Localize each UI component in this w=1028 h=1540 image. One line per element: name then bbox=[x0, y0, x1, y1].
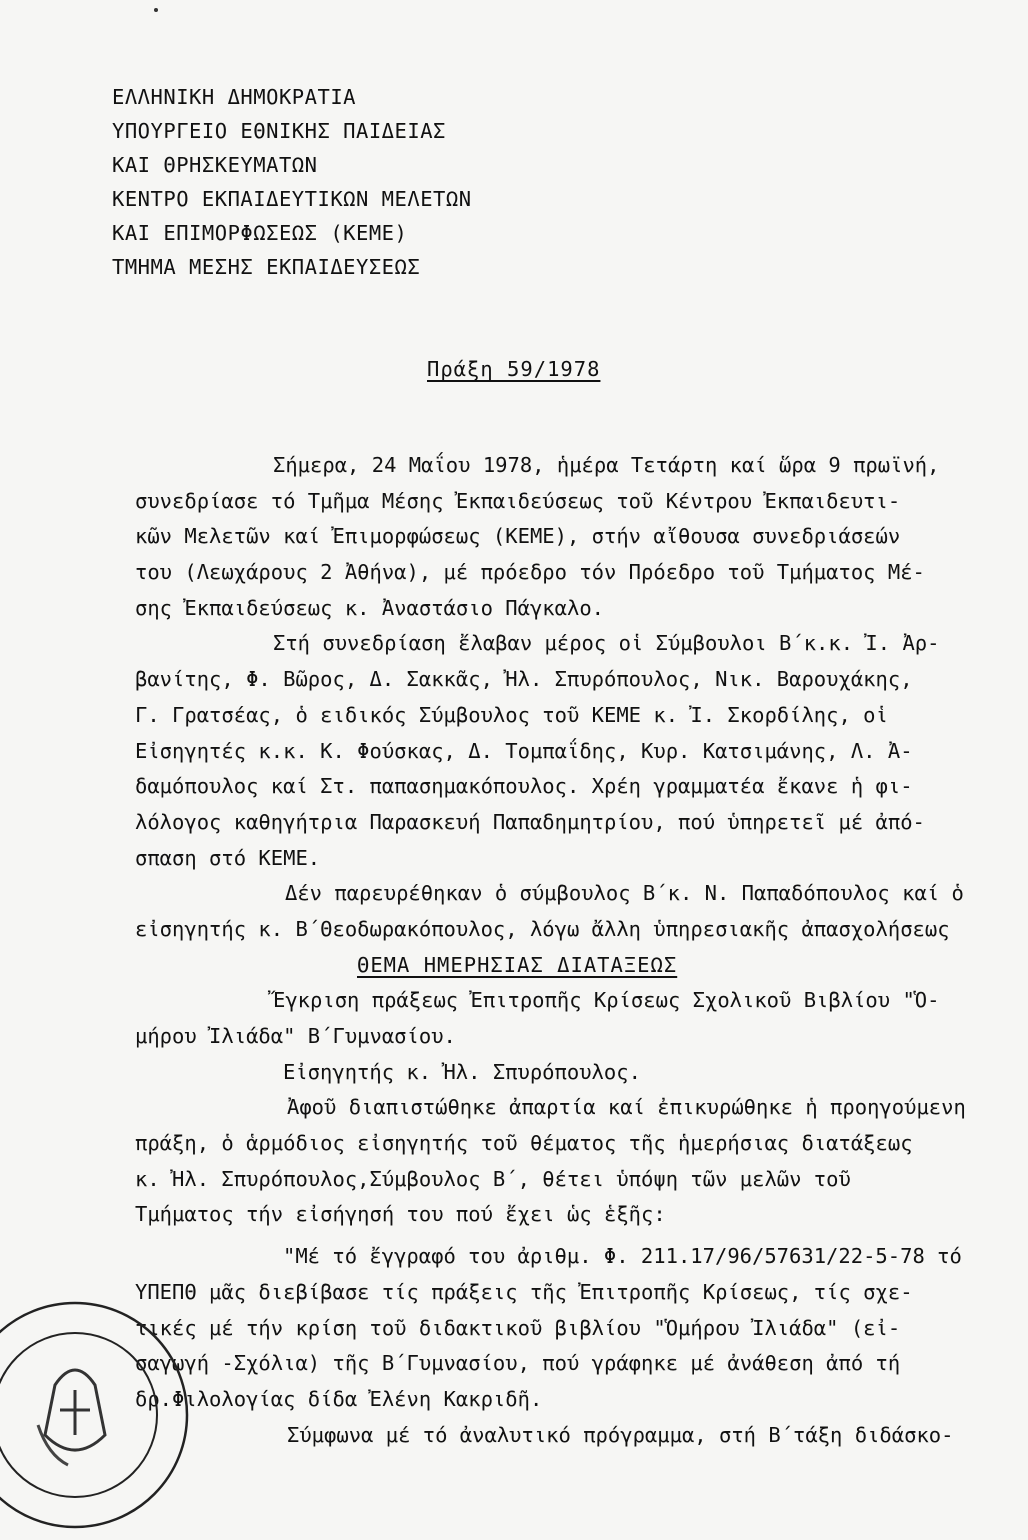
letterhead-line: ΚΑΙ ΕΠΙΜΟΡΦΩΣΕΩΣ (ΚΕΜΕ) bbox=[112, 221, 408, 245]
body-line: μήρου Ἰλιάδα" Β΄Γυμνασίου. bbox=[135, 1024, 456, 1048]
body-line: "Μέ τό ἔγγραφό του ἀριθμ. Φ. 211.17/96/57631/22-5-78 τό bbox=[283, 1244, 962, 1269]
ink-dot bbox=[154, 8, 158, 12]
agenda-heading: ΘΕΜΑ ΗΜΕΡΗΣΙΑΣ ΔΙΑΤΑΞΕΩΣ bbox=[357, 952, 678, 977]
body-line: πράξη, ὁ ἁρμόδιος εἰσηγητής τοῦ θέματος τῆς ἡμερήσιας διατάξεως bbox=[135, 1131, 913, 1156]
body-line: σαγωγή -Σχόλια) τῆς Β΄Γυμνασίου, πού γράφηκε μέ ἀνάθεση ἀπό τή bbox=[135, 1351, 901, 1376]
letterhead-line: ΚΕΝΤΡΟ ΕΚΠΑΙΔΕΥΤΙΚΩΝ ΜΕΛΕΤΩΝ bbox=[112, 187, 472, 211]
body-line: Εἰσηγητές κ.κ. Κ. Φούσκας, Δ. Τομπαΐδης, Κυρ. Κατσιμάνης, Λ. Ἀ- bbox=[135, 738, 913, 763]
body-line: Ἔγκριση πράξεως Ἐπιτροπῆς Κρίσεως Σχολικοῦ Βιβλίου "Ὁ- bbox=[273, 988, 940, 1013]
letterhead-line: ΚΑΙ ΘΡΗΣΚΕΥΜΑΤΩΝ bbox=[112, 153, 318, 177]
body-line: Σύμφωνα μέ τό ἀναλυτικό πρόγραμμα, στή Β΄τάξη διδάσκο- bbox=[287, 1422, 954, 1447]
rapporteur-line: Εἰσηγητής κ. Ἠλ. Σπυρόπουλος. bbox=[283, 1059, 641, 1084]
body-line: κῶν Μελετῶν καί Ἐπιμορφώσεως (ΚΕΜΕ), στήν αἴθουσα συνεδριάσεών bbox=[135, 524, 901, 549]
body-line: τικές μέ τήν κρίση τοῦ διδακτικοῦ βιβλίου "Ὁμήρου Ἰλιάδα" (εἰ- bbox=[135, 1315, 901, 1340]
body-line: σπαση στό ΚΕΜΕ. bbox=[135, 845, 321, 870]
body-line: Σήμερα, 24 Μαΐου 1978, ἡμέρα Τετάρτη καί ὥρα 9 πρωϊνή, bbox=[273, 453, 940, 477]
body-line: Γ. Γρατσέας, ὁ ειδικός Σύμβουλος τοῦ ΚΕΜΕ κ. Ἰ. Σκορδίλης, οἱ bbox=[135, 702, 888, 727]
letterhead bbox=[112, 80, 472, 284]
body-line: δαμόπουλος καί Στ. παπασημακόπουλος. Χρέη γραμματέα ἔκανε ἡ φι- bbox=[135, 774, 913, 799]
document-body bbox=[135, 448, 1015, 1453]
body-line: συνεδρίασε τό Τμῆμα Μέσης Ἐκπαιδεύσεως τοῦ Κέντρου Ἐκπαιδευτι- bbox=[135, 488, 901, 513]
official-seal-icon bbox=[0, 1290, 200, 1540]
body-line: σης Ἐκπαιδεύσεως κ. Ἀναστάσιο Πάγκαλο. bbox=[135, 595, 604, 620]
body-line: του (Λεωχάρους 2 Ἀθήνα), μέ πρόεδρο τόν Πρόεδρο τοῦ Τμήματος Μέ- bbox=[135, 560, 925, 585]
body-line: κ. Ἠλ. Σπυρόπουλος,Σύμβουλος Β΄, θέτει ὑπόψη τῶν μελῶν τοῦ bbox=[135, 1166, 851, 1191]
document-title: Πράξη 59/1978 bbox=[427, 357, 601, 381]
letterhead-line: ΕΛΛΗΝΙΚΗ ΔΗΜΟΚΡΑΤΙΑ bbox=[112, 85, 356, 109]
body-line: βανίτης, Φ. Βῶρος, Δ. Σακκᾶς, Ἠλ. Σπυρόπουλος, Νικ. Βαρουχάκης, bbox=[135, 667, 913, 692]
body-line: λόλογος καθηγήτρια Παρασκευή Παπαδημητρίου, πού ὑπηρετεῖ μέ ἀπό- bbox=[135, 809, 925, 834]
body-line: Στή συνεδρίαση ἔλαβαν μέρος οἱ Σύμβουλοι Β΄κ.κ. Ἰ. Ἀρ- bbox=[273, 631, 940, 656]
letterhead-line: ΥΠΟΥΡΓΕΙΟ ΕΘΝΙΚΗΣ ΠΑΙΔΕΙΑΣ bbox=[112, 119, 446, 143]
body-line: Ἀφοῦ διαπιστώθηκε ἀπαρτία καί ἐπικυρώθηκε ἡ προηγούμενη bbox=[287, 1095, 966, 1120]
body-line: δρ.Φιλολογίας δίδα Ἐλένη Κακριδῆ. bbox=[135, 1386, 543, 1411]
body-line: ΥΠΕΠΘ μᾶς διεβίβασε τίς πράξεις τῆς Ἐπιτροπῆς Κρίσεως, τίς σχε- bbox=[135, 1279, 913, 1304]
body-line: Τμήματος τήν εἰσήγησή του πού ἔχει ὡς ἑξῆς: bbox=[135, 1202, 666, 1227]
body-line: Δέν παρευρέθηκαν ὁ σύμβουλος Β΄κ. Ν. Παπαδόπουλος καί ὁ bbox=[285, 881, 964, 906]
letterhead-line: ΤΜΗΜΑ ΜΕΣΗΣ ΕΚΠΑΙΔΕΥΣΕΩΣ bbox=[112, 255, 421, 279]
body-line: εἰσηγητής κ. Β΄Θεοδωρακόπουλος, λόγω ἄλλη ὑπηρεσιακῆς ἀπασχολήσεως bbox=[135, 916, 950, 941]
